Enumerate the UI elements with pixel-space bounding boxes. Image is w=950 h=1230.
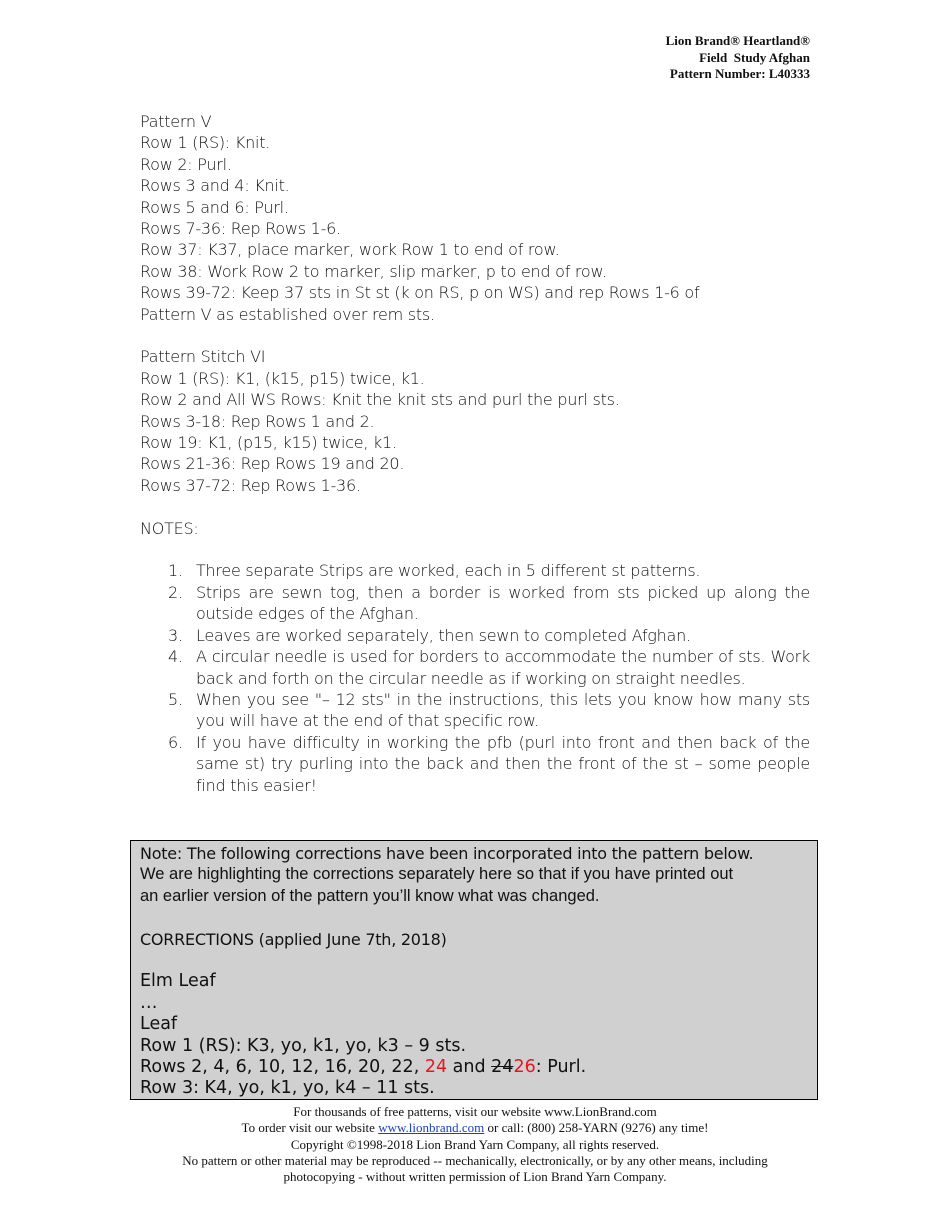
pattern-vi-title: Pattern Stitch VI [140,347,266,367]
pattern-vi-section [140,346,810,496]
corrections-row-3: Row 3: K4, yo, k1, yo, k4 – 11 sts. [140,1078,435,1099]
footer-order-suffix: or call: (800) 258-YARN (9276) any time! [484,1120,709,1136]
note-text: Three separate Strips are worked, each in 5 different st patterns. [196,561,701,581]
note-item [140,560,810,581]
notes-list [140,560,810,795]
note-text: When you see "– 12 sts" in the instructions, this lets you know how many sts you will have at the end of that specific row. [196,689,810,731]
note-item [140,689,810,732]
struck-row-number: 24 [491,1057,514,1078]
note-item [140,646,810,689]
note-number: 5. [168,689,183,709]
rows-prefix: Rows 2, 4, 6, 10, 12, 16, 20, 22, [140,1057,425,1078]
note-item [140,625,810,646]
pattern-row: Row 1 (RS): Knit. [140,133,271,153]
footer-copyright: Copyright ©1998-2018 Lion Brand Yarn Company, all rights reserved. [290,1136,660,1152]
pattern-row: Rows 39-72: Keep 37 sts in St st (k on RS, p on WS) and rep Rows 1-6 of [140,283,700,303]
pattern-row: Rows 3 and 4: Knit. [140,176,290,196]
corrections-note-line: We are highlighting the corrections separately here so that if you have printed out [140,865,734,884]
footer-line: No pattern or other material may be reproduced -- mechanically, electronically, or by any other means, including [182,1152,768,1168]
note-number: 3. [168,625,183,645]
corrections-leaf: Leaf [140,1014,178,1035]
pattern-row: Row 19: K1, (p15, k15) twice, k1. [140,433,397,453]
footer-order-prefix: To order visit our website [241,1120,379,1136]
footer-line: photocopying - without written permission of Lion Brand Yarn Company. [283,1169,667,1185]
pattern-row: Rows 3-18: Rep Rows 1 and 2. [140,411,375,431]
note-item [140,582,810,625]
pattern-v-title: Pattern V [140,112,212,131]
header-title: Field Study Afghan [699,49,810,65]
note-text: If you have difficulty in working the pfb (purl into front and then back of the same st) try purling into the back and then the front of the st – some people find this easier! [196,732,810,795]
header-pattern-number: Pattern Number: L40333 [669,66,810,81]
corrections-elm-leaf: Elm Leaf [140,971,216,992]
corrections-note-line: an earlier version of the pattern you’ll know what was changed. [140,886,600,905]
corrections-heading: CORRECTIONS (applied June 7th, 2018) [140,929,447,949]
corrections-box [130,840,818,1100]
pattern-row: Rows 7-36: Rep Rows 1-6. [140,219,341,239]
pattern-row: Row 38: Work Row 2 to marker, slip marker, p to end of row. [140,261,607,281]
pattern-row: Rows 37-72: Rep Rows 1-36. [140,475,361,495]
note-item [140,732,810,796]
page-footer [0,1104,950,1185]
pattern-row: Pattern V as established over rem sts. [140,304,435,324]
footer-line: For thousands of free patterns, visit our website www.LionBrand.com [293,1104,657,1119]
note-number: 4. [168,647,183,667]
note-number: 6. [168,732,183,752]
pattern-row: Rows 21-36: Rep Rows 19 and 20. [140,454,405,474]
pattern-row: Row 2 and All WS Rows: Knit the knit sts and purl the purl sts. [140,390,620,410]
pattern-row: Rows 5 and 6: Purl. [140,197,289,217]
page-header [666,33,810,83]
note-text: Strips are sewn tog, then a border is worked from sts picked up along the outside edges of the Afghan. [196,582,810,624]
pattern-row: Row 1 (RS): K1, (k15, p15) twice, k1. [140,368,425,388]
pattern-row: Row 37: K37, place marker, work Row 1 to end of row. [140,240,560,260]
added-row-number: 24 [424,1057,448,1078]
note-number: 2. [168,582,183,602]
corrections-note-line: Note: The following corrections have been incorporated into the pattern below. [140,844,754,863]
note-text: A circular needle is used for borders to accommodate the number of sts. Work back and forth on the circular needle as if working on straight needles. [196,647,810,688]
note-number: 1. [168,561,183,581]
lionbrand-link[interactable]: www.lionbrand.com [378,1120,485,1136]
corrections-rows-purl [140,1057,808,1078]
corrections-row-1: Row 1 (RS): K3, yo, k1, yo, k3 – 9 sts. [140,1035,467,1056]
notes-title: NOTES: [140,518,199,538]
rows-and: and [447,1057,492,1078]
pattern-row: Row 2: Purl. [140,154,232,174]
pattern-body [140,111,810,796]
note-text: Leaves are worked separately, then sewn to completed Afghan. [196,625,691,645]
corrections-ellipsis: … [140,992,158,1013]
rows-suffix: : Purl. [535,1057,587,1078]
new-row-number: 26 [513,1057,536,1078]
footer-order-line [0,1120,950,1136]
pattern-v-section [140,111,810,325]
header-brand: Lion Brand® Heartland® [665,33,810,48]
